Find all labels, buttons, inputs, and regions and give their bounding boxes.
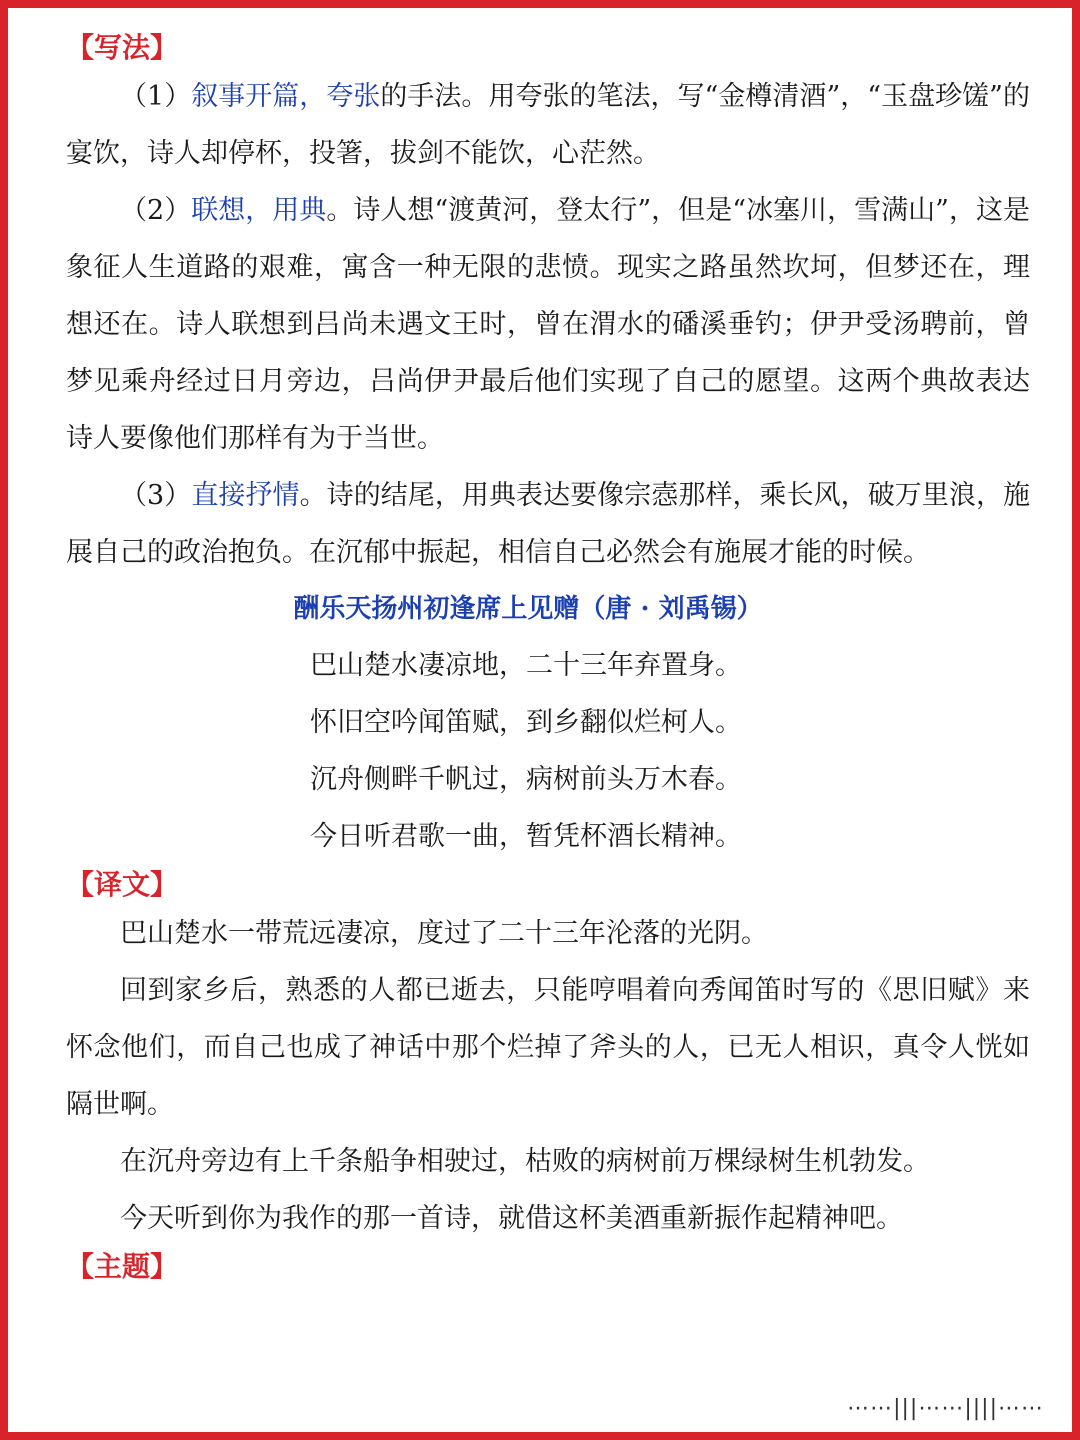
section-heading-zhuti: 【主题】 [66,1250,179,1283]
poem-line: 巴山楚水凄凉地，二十三年弃置身。 [310,650,742,681]
xiefa-number-2: （2） [120,195,192,226]
xiefa-paragraph-2 [66,182,1030,467]
translation-paragraph: 今天听到你为我作的那一首诗，就借这杯美酒重新振作起精神吧。 [120,1203,903,1234]
xiefa-paragraph-1 [66,68,1030,182]
xiefa-number-1: （1） [120,81,192,112]
poem-line: 沉舟侧畔千帆过，病树前头万木春。 [310,764,742,795]
poem-title: 酬乐天扬州初逢席上见赠（唐 · 刘禹锡） [293,594,763,624]
xiefa-text-2: 。诗人想“渡黄河，登太行”，但是“冰塞川，雪满山”，这是象征人生道路的艰难，寓含一种无限的悲愤。现实之路虽然坎坷，但梦还在，理想还在。诗人联想到吕尚未遇文王时，曾在渭水的磻溪垂钓；伊尹受汤聘前，曾梦见乘舟经过日月旁边，吕尚伊尹最后他们实现了自己的愿望。这两个典故表达诗人要像他们那样有为于当世。 [66,195,1030,454]
section-heading-xiefa: 【写法】 [66,31,179,64]
section-heading-yiwen: 【译文】 [66,868,179,901]
xiefa-keyword-1: 叙事开篇，夸张 [191,81,381,112]
poem-line: 怀旧空吟闻笛赋，到乡翻似烂柯人。 [310,707,742,738]
xiefa-text-1: 的手法。用夸张的笔法，写“金樽清酒”，“玉盘珍馐”的宴饮，诗人却停杯，投箸，拔剑不能饮，心茫然。 [66,81,1030,169]
xiefa-paragraph-3 [66,467,1030,581]
xiefa-keyword-2: 联想，用典 [191,195,327,226]
xiefa-keyword-3: 直接抒情 [191,480,300,511]
translation-paragraph: 在沉舟旁边有上千条船争相驶过，枯败的病树前万棵绿树生机勃发。 [120,1146,930,1177]
document-page [8,8,1072,1432]
xiefa-number-3: （3） [120,480,192,511]
poem-line: 今日听君歌一曲，暂凭杯酒长精神。 [310,821,742,852]
xiefa-text-3: 。诗的结尾，用典表达要像宗悫那样，乘长风，破万里浪，施展自己的政治抱负。在沉郁中振起，相信自己必然会有施展才能的时候。 [66,480,1031,568]
document-content [66,28,1030,1287]
watermark-marks: ⋯⋯|||⋯⋯||||⋯⋯ [847,1396,1044,1421]
translation-paragraph: 回到家乡后，熟悉的人都已逝去，只能哼唱着向秀闻笛时写的《思旧赋》来怀念他们，而自己也成了神话中那个烂掉了斧头的人，已无人相识，真令人恍如隔世啊。 [66,975,1030,1120]
translation-paragraph: 巴山楚水一带荒远凄凉，度过了二十三年沦落的光阴。 [120,918,768,949]
